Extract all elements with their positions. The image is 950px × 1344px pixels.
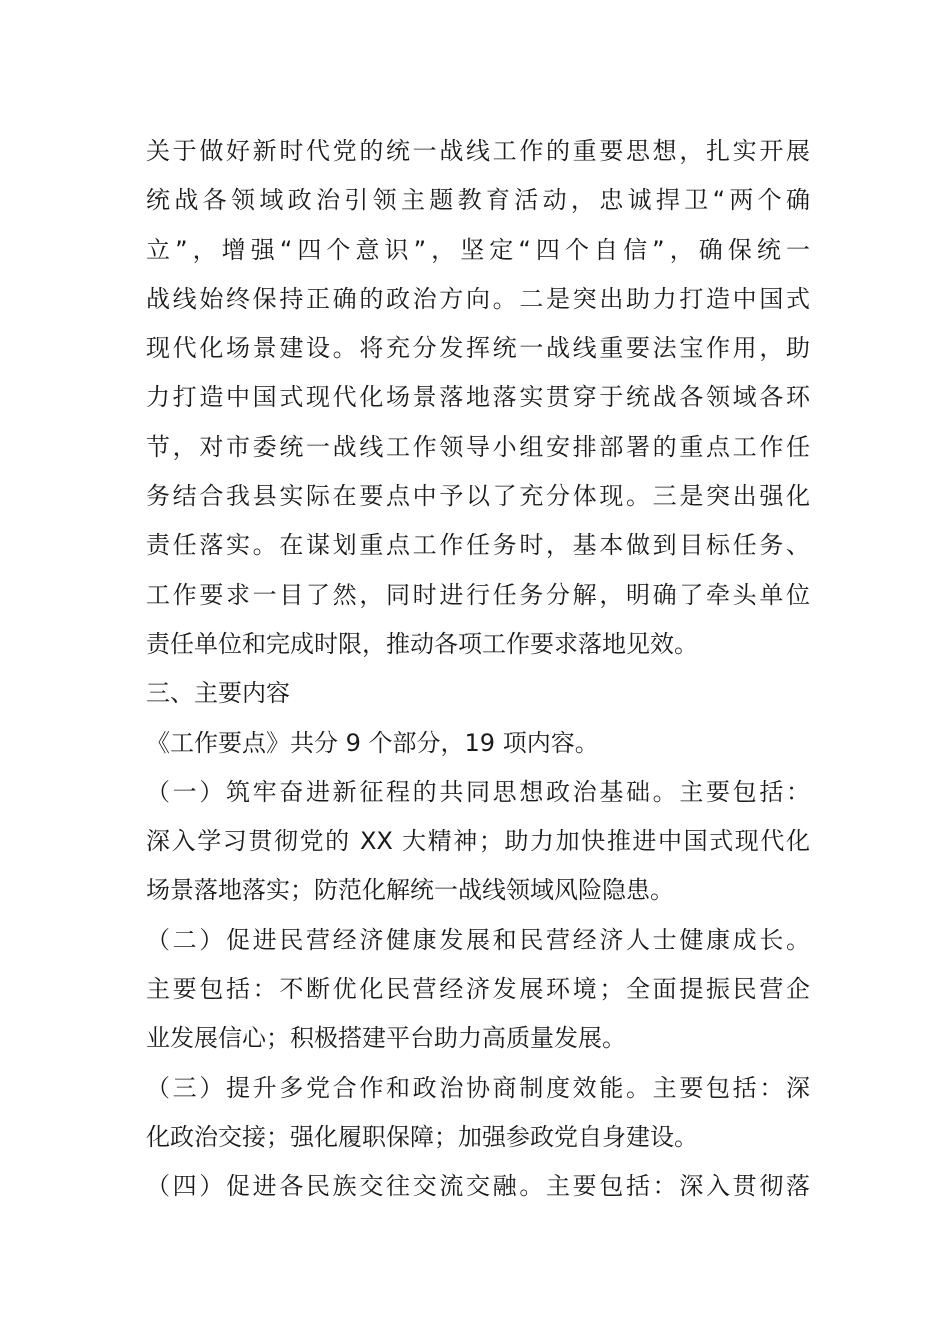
text-line-2: 统战各领域政治引领主题教育活动，忠诚捍卫“两个确 (146, 186, 810, 215)
text-line-18: 主要包括：不断优化民营经济发展环境；全面提振民营企 (146, 975, 810, 1004)
text-line-17: （二）促进民营经济健康发展和民营经济人士健康成长。 (146, 925, 810, 954)
text-line-14: （一）筑牢奋进新征程的共同思想政治基础。主要包括： (146, 777, 810, 806)
text-line-3: 立”，增强“四个意识”，坚定“四个自信”，确保统一 (146, 235, 810, 264)
document-body (146, 127, 810, 1212)
text-line-7: 节，对市委统一战线工作领导小组安排部署的重点工作任 (146, 432, 810, 461)
text-line-19: 业发展信心；积极搭建平台助力高质量发展。 (146, 1024, 626, 1053)
text-line-8: 务结合我县实际在要点中予以了充分体现。三是突出强化 (146, 482, 810, 511)
text-line-22: （四）促进各民族交往交流交融。主要包括：深入贯彻落 (146, 1172, 810, 1201)
text-line-10: 工作要求一目了然，同时进行任务分解，明确了牵头单位 (146, 580, 810, 609)
text-line-5: 现代化场景建设。将充分发挥统一战线重要法宝作用，助 (146, 334, 810, 363)
text-line-4: 战线始终保持正确的政治方向。二是突出助力打造中国式 (146, 284, 810, 313)
text-line-13: 《工作要点》共分 9 个部分，19 项内容。 (146, 728, 599, 757)
text-line-20: （三）提升多党合作和政治协商制度效能。主要包括：深 (146, 1073, 810, 1102)
text-line-9: 责任落实。在谋划重点工作任务时，基本做到目标任务、 (146, 531, 810, 560)
text-line-11: 责任单位和完成时限，推动各项工作要求落地见效。 (146, 629, 698, 658)
text-line-16: 场景落地落实；防范化解统一战线领域风险隐患。 (146, 876, 674, 905)
text-line-1: 关于做好新时代党的统一战线工作的重要思想，扎实开展 (146, 137, 810, 165)
text-line-6: 力打造中国式现代化场景落地落实贯穿于统战各领域各环 (146, 383, 810, 412)
text-line-15: 深入学习贯彻党的 XX 大精神；助力加快推进中国式现代化 (146, 827, 810, 856)
text-line-21: 化政治交接；强化履职保障；加强参政党自身建设。 (146, 1122, 698, 1151)
section-heading: 三、主要内容 (146, 679, 290, 708)
